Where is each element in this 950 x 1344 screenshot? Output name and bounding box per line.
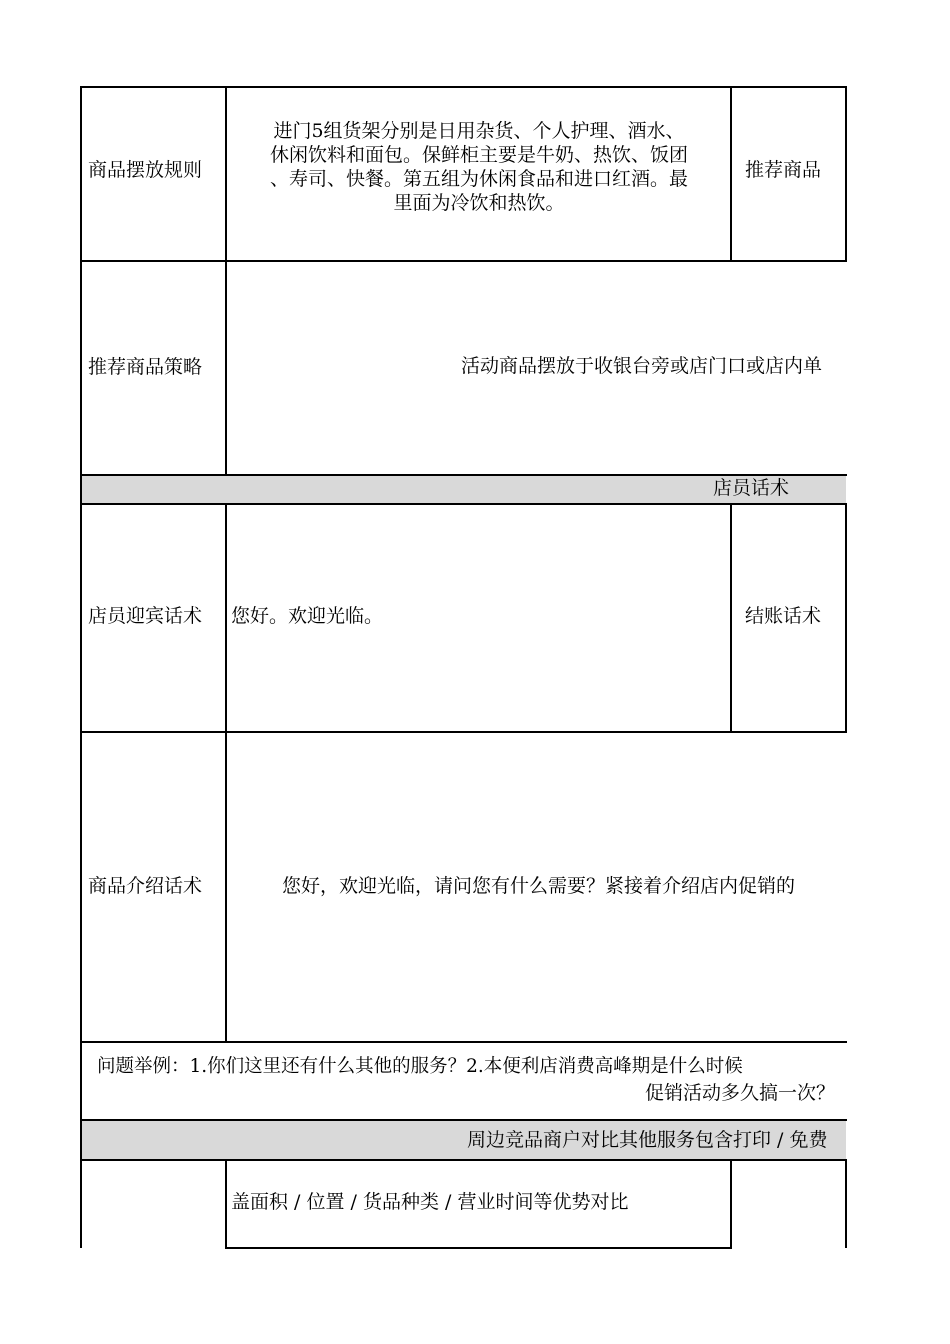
questions-line-1: 问题举例：1.你们这里还有什么其他的服务？2.本便利店消费高峰期是什么时候 (97, 1056, 743, 1077)
grid-line (225, 503, 227, 1042)
grid-line (80, 1041, 847, 1043)
product-intro-label: 商品介绍话术 (88, 875, 203, 897)
grid-line (225, 1247, 732, 1249)
greeting-content: 您好。欢迎光临。 (231, 605, 384, 627)
grid-line (845, 86, 847, 261)
grid-line (225, 86, 227, 476)
greeting-label: 店员迎宾话术 (88, 605, 203, 627)
questions-line-2: 促销活动多久搞一次？ (645, 1082, 836, 1104)
recommend-strategy-content: 活动商品摆放于收银台旁或店门口或店内单 (461, 355, 823, 377)
placement-rule-line-4: 里面为冷饮和热饮。 (393, 192, 565, 214)
grid-line (730, 86, 732, 261)
grid-line (225, 1159, 227, 1249)
grid-line (845, 1159, 847, 1248)
placement-rule-content (228, 119, 730, 215)
grid-line (730, 1159, 732, 1249)
placement-rule-label: 商品摆放规则 (88, 159, 203, 181)
grid-line (80, 1119, 847, 1121)
placement-rule-line-2: 休闲饮料和面包。保鲜柜主要是牛奶、热饮、饭团 (269, 144, 688, 166)
grid-line (730, 503, 732, 732)
section-title-competitor: 周边竞品商户对比其他服务包含打印 / 免费 (467, 1129, 828, 1151)
placement-rule-line-1: 进门5组货架分别是日用杂货、个人护理、酒水、 (273, 120, 685, 142)
recommend-product-label: 推荐商品 (745, 159, 822, 181)
product-intro-content: 您好，欢迎光临，请问您有什么需要？紧接着介绍店内促销的 (282, 875, 796, 897)
grid-line (80, 260, 847, 262)
grid-line (80, 731, 847, 733)
grid-line (845, 503, 847, 732)
checkout-talk-label: 结账话术 (745, 605, 822, 627)
section-title-staff-talk: 店员话术 (713, 477, 790, 499)
comparison-content: 盖面积 / 位置 / 货品种类 / 营业时间等优势对比 (231, 1191, 629, 1213)
recommend-strategy-label: 推荐商品策略 (88, 356, 203, 378)
placement-rule-line-3: 、寿司、快餐。第五组为休闲食品和进口红酒。最 (269, 168, 688, 190)
